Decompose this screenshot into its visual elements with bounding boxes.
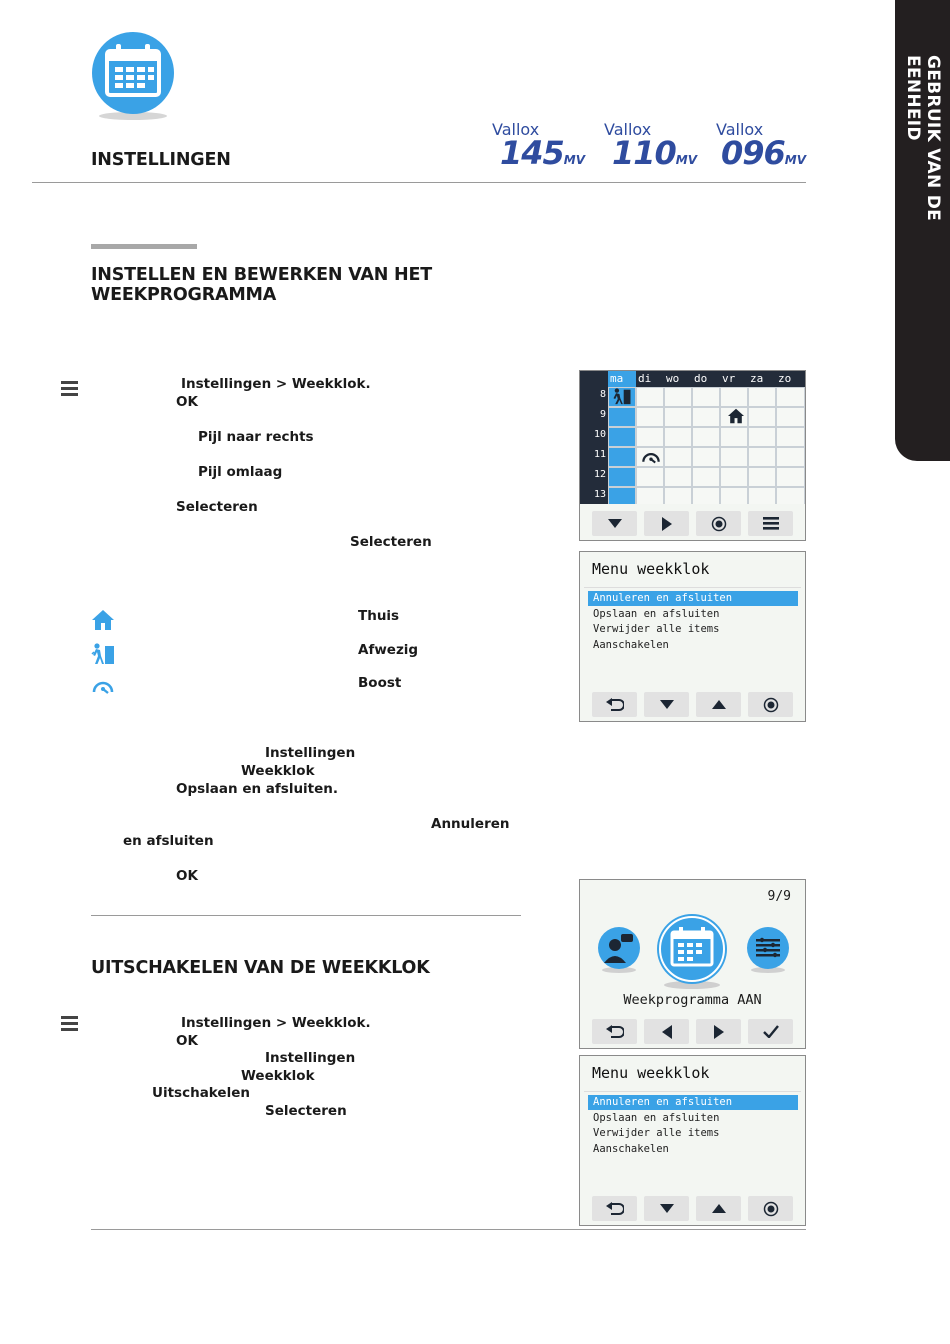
menu-title: Menu weekklok bbox=[592, 560, 710, 578]
menu-title-divider bbox=[584, 587, 801, 588]
save-step-weekclock: Weekklok bbox=[241, 763, 315, 779]
side-tab-label: GEBRUIK VAN DE EENHEID bbox=[903, 55, 943, 222]
away-icon bbox=[611, 388, 633, 409]
program-navbar bbox=[580, 1012, 805, 1048]
back-icon bbox=[606, 698, 624, 712]
menu-navbar bbox=[580, 1189, 805, 1225]
hour-label: 8 bbox=[599, 389, 606, 400]
save-step-settings: Instellingen bbox=[265, 745, 356, 761]
back-button[interactable] bbox=[592, 1019, 637, 1044]
page-indicator: 9/9 bbox=[767, 889, 791, 904]
boost-icon bbox=[91, 677, 115, 701]
step-arrow-down: Pijl omlaag bbox=[198, 464, 283, 480]
section1-title-line1: INSTELLEN EN BEWERKEN VAN HET bbox=[91, 265, 432, 285]
save-step-ok: OK bbox=[176, 868, 198, 884]
grid-cell[interactable] bbox=[636, 407, 664, 427]
day-header[interactable]: za bbox=[750, 372, 764, 385]
week-grid-navbar bbox=[580, 504, 805, 540]
arrow-up-button[interactable] bbox=[696, 1196, 741, 1221]
logo-brand: Vallox bbox=[492, 120, 540, 139]
arrow-right-button[interactable] bbox=[644, 511, 689, 536]
home-icon bbox=[727, 408, 745, 428]
s2-step-weekclock: Weekklok bbox=[241, 1068, 315, 1084]
grid-cell[interactable] bbox=[608, 427, 636, 447]
week-grid-cells[interactable] bbox=[608, 387, 805, 505]
step-select-2: Selecteren bbox=[350, 534, 432, 550]
menu-title: Menu weekklok bbox=[592, 1064, 710, 1082]
arrow-up-button[interactable] bbox=[696, 692, 741, 717]
grid-cell[interactable] bbox=[636, 467, 664, 487]
grid-cell[interactable] bbox=[748, 407, 776, 427]
section-marker bbox=[91, 244, 197, 249]
menu-navbar bbox=[580, 685, 805, 721]
grid-cell[interactable] bbox=[776, 467, 805, 487]
select-icon bbox=[711, 516, 727, 532]
grid-cell[interactable] bbox=[664, 407, 692, 427]
grid-cell[interactable] bbox=[608, 467, 636, 487]
week-grid-screen bbox=[579, 370, 806, 541]
grid-cell[interactable] bbox=[636, 387, 664, 407]
arrow-up-icon bbox=[712, 700, 726, 710]
menu-item-enable[interactable]: Aanschakelen bbox=[593, 1143, 669, 1155]
arrow-right-button[interactable] bbox=[696, 1019, 741, 1044]
grid-cell[interactable] bbox=[720, 427, 748, 447]
grid-cell[interactable] bbox=[748, 447, 776, 467]
menu-title-divider bbox=[584, 1091, 801, 1092]
grid-cell[interactable] bbox=[748, 427, 776, 447]
arrow-up-icon bbox=[712, 1204, 726, 1214]
menu-item-delete-all[interactable]: Verwijder alle items bbox=[593, 1127, 720, 1139]
grid-cell[interactable] bbox=[608, 447, 636, 467]
step-select: Selecteren bbox=[176, 499, 258, 515]
grid-cell[interactable] bbox=[664, 427, 692, 447]
header-divider bbox=[32, 182, 806, 183]
menu-button[interactable] bbox=[748, 511, 793, 536]
grid-cell[interactable] bbox=[636, 427, 664, 447]
home-icon bbox=[91, 609, 115, 635]
save-step-cancel: Annuleren bbox=[431, 816, 510, 832]
confirm-button[interactable] bbox=[748, 1019, 793, 1044]
grid-cell[interactable] bbox=[692, 467, 720, 487]
day-header[interactable]: vr bbox=[722, 372, 736, 385]
s2-step-settings-weekclock: Instellingen > Weekklok. bbox=[181, 1015, 371, 1031]
day-header[interactable]: di bbox=[638, 372, 652, 385]
select-button[interactable] bbox=[696, 511, 741, 536]
s2-step-select: Selecteren bbox=[265, 1103, 347, 1119]
back-icon bbox=[606, 1025, 624, 1039]
logo-brand: Vallox bbox=[604, 120, 652, 139]
arrow-down-button[interactable] bbox=[592, 511, 637, 536]
arrow-left-icon bbox=[662, 1025, 672, 1039]
grid-cell[interactable] bbox=[664, 387, 692, 407]
grid-cell[interactable] bbox=[748, 467, 776, 487]
arrow-down-icon bbox=[660, 700, 674, 710]
logo-suffix: MV bbox=[784, 153, 807, 167]
mode-boost-label: Boost bbox=[358, 675, 402, 691]
logo-model: 145 bbox=[500, 134, 564, 172]
menu-item-save-exit[interactable]: Opslaan en afsluiten bbox=[593, 1112, 720, 1124]
hour-label: 11 bbox=[593, 449, 606, 460]
user-support-icon[interactable] bbox=[597, 927, 641, 977]
select-icon bbox=[763, 1201, 779, 1217]
menu-item-cancel-exit[interactable]: Annuleren en afsluiten bbox=[588, 591, 798, 606]
menu-item-delete-all[interactable]: Verwijder alle items bbox=[593, 623, 720, 635]
arrow-down-button[interactable] bbox=[644, 692, 689, 717]
arrow-right-icon bbox=[662, 517, 672, 531]
grid-cell[interactable] bbox=[692, 447, 720, 467]
grid-cell[interactable] bbox=[608, 407, 636, 427]
calendar-icon[interactable] bbox=[656, 914, 728, 994]
arrow-down-button[interactable] bbox=[644, 1196, 689, 1221]
logo-suffix: MV bbox=[563, 153, 586, 167]
menu-weekklok-screen bbox=[579, 551, 806, 722]
step-ok: OK bbox=[176, 394, 198, 410]
section-header: INSTELLINGEN bbox=[91, 150, 231, 170]
step-settings-weekclock: Instellingen > Weekklok. bbox=[181, 376, 371, 392]
day-header[interactable]: do bbox=[694, 372, 708, 385]
hour-label: 13 bbox=[593, 489, 606, 500]
week-grid bbox=[580, 371, 805, 505]
section1-title-line2: WEEKPROGRAMMA bbox=[91, 285, 277, 305]
back-button[interactable] bbox=[592, 1196, 637, 1221]
grid-cell[interactable] bbox=[776, 407, 805, 427]
boost-icon bbox=[640, 449, 662, 470]
calendar-icon bbox=[90, 32, 176, 122]
s2-step-settings: Instellingen bbox=[265, 1050, 356, 1066]
arrow-left-button[interactable] bbox=[644, 1019, 689, 1044]
vallox-logo-110 bbox=[604, 120, 698, 172]
back-icon bbox=[606, 1202, 624, 1216]
day-header[interactable]: zo bbox=[778, 372, 792, 385]
menu-icon bbox=[763, 517, 779, 530]
arrow-down-icon bbox=[608, 519, 622, 529]
grid-cell[interactable] bbox=[776, 387, 805, 407]
checkmark-icon bbox=[763, 1025, 779, 1038]
menu-item-save-exit[interactable]: Opslaan en afsluiten bbox=[593, 608, 720, 620]
menu-item-cancel-exit[interactable]: Annuleren en afsluiten bbox=[588, 1095, 798, 1110]
select-button[interactable] bbox=[748, 1196, 793, 1221]
logo-model: 110 bbox=[612, 134, 676, 172]
hour-label: 9 bbox=[599, 409, 606, 420]
day-header[interactable]: ma bbox=[610, 372, 624, 385]
save-step-and-exit: en afsluiten bbox=[123, 833, 214, 849]
s2-step-disable: Uitschakelen bbox=[152, 1085, 250, 1101]
step-arrow-right: Pijl naar rechts bbox=[198, 429, 314, 445]
grid-cell[interactable] bbox=[664, 467, 692, 487]
back-button[interactable] bbox=[592, 692, 637, 717]
grid-cell[interactable] bbox=[720, 447, 748, 467]
grid-cell[interactable] bbox=[748, 387, 776, 407]
grid-cell[interactable] bbox=[720, 387, 748, 407]
section1-title bbox=[91, 265, 432, 305]
hour-label: 12 bbox=[593, 469, 606, 480]
program-screen bbox=[579, 879, 806, 1049]
logo-model: 096 bbox=[721, 134, 785, 172]
hour-label: 10 bbox=[593, 429, 606, 440]
menu-icon bbox=[61, 1016, 78, 1031]
grid-cell[interactable] bbox=[720, 467, 748, 487]
s2-step-ok: OK bbox=[176, 1033, 198, 1049]
section2-title: UITSCHAKELEN VAN DE WEEKKLOK bbox=[91, 958, 430, 978]
select-button[interactable] bbox=[748, 692, 793, 717]
vallox-logo-096 bbox=[716, 120, 807, 172]
grid-cell[interactable] bbox=[692, 387, 720, 407]
menu-icon bbox=[61, 381, 78, 396]
program-status-label: Weekprogramma AAN bbox=[623, 992, 762, 1008]
logo-suffix: MV bbox=[675, 153, 698, 167]
day-header[interactable]: wo bbox=[666, 372, 680, 385]
settings-menu-icon[interactable] bbox=[746, 927, 790, 977]
grid-cell[interactable] bbox=[664, 447, 692, 467]
away-icon bbox=[91, 643, 115, 669]
logo-brand: Vallox bbox=[716, 120, 764, 139]
grid-cell[interactable] bbox=[692, 427, 720, 447]
select-icon bbox=[763, 697, 779, 713]
menu-item-enable[interactable]: Aanschakelen bbox=[593, 639, 669, 651]
grid-cell[interactable] bbox=[776, 427, 805, 447]
mode-home-label: Thuis bbox=[358, 608, 400, 624]
save-step-save-exit: Opslaan en afsluiten. bbox=[176, 781, 339, 797]
vallox-logo-145 bbox=[492, 120, 586, 172]
menu-weekklok-screen-2 bbox=[579, 1055, 806, 1226]
section-divider bbox=[91, 915, 521, 916]
footer-divider bbox=[91, 1229, 806, 1230]
grid-cell[interactable] bbox=[776, 447, 805, 467]
arrow-down-icon bbox=[660, 1204, 674, 1214]
mode-away-label: Afwezig bbox=[358, 642, 419, 658]
arrow-right-icon bbox=[714, 1025, 724, 1039]
grid-cell[interactable] bbox=[692, 407, 720, 427]
